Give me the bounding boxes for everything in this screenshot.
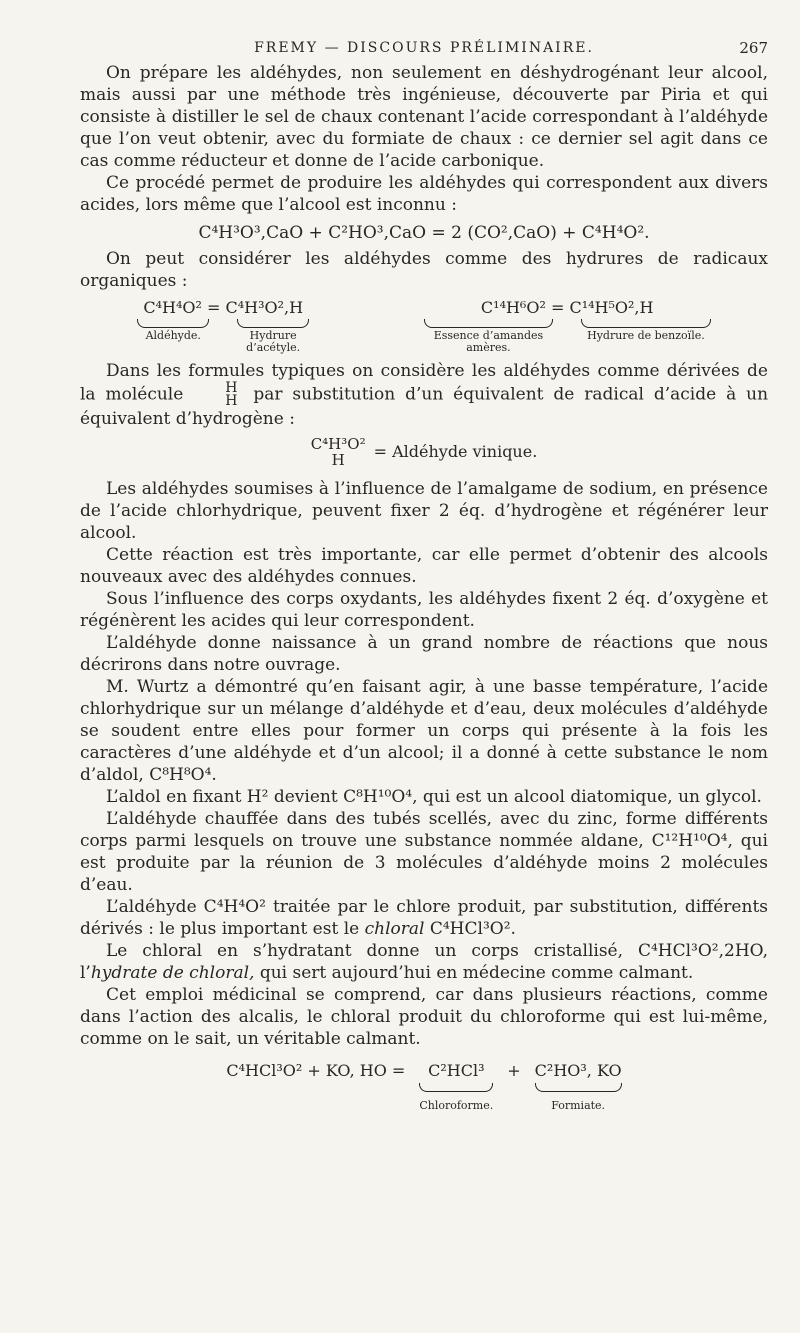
chloral-equation	[80, 1060, 768, 1115]
brace-label: Formiate.	[551, 1099, 606, 1112]
hydride-formula: C¹⁴H⁶O² = C¹⁴H⁵O²,H	[480, 298, 654, 317]
page-number: 267	[739, 39, 768, 57]
hydride-formula: C⁴H⁴O² = C⁴H³O²,H	[143, 298, 304, 317]
paragraph	[80, 940, 768, 984]
fraction-bottom: H	[225, 393, 238, 409]
paragraph: M. Wurtz a démontré qu’en faisant agir, à une basse température, l’acide chlorhydrique sur un mélange d’aldéhyde et d’eau, deux molécules d’aldéhyde se soudent entre elles pour former un corps qui présente à la fois les caractères d’une aldéhyde et d’un alcool; il a donné à cette substance le nom d’aldol, C⁸H⁸O⁴.	[80, 677, 768, 785]
paragraph: Cette réaction est très importante, car elle permet d’obtenir des alcools nouveaux avec des aldéhydes connues.	[80, 545, 768, 587]
equation-term: C²HCl³	[428, 1061, 485, 1080]
formula-top: C⁴H³O²	[310, 435, 366, 453]
brace-label: Hydrure de benzoïle.	[587, 329, 705, 342]
equation-piria: C⁴H³O³,CaO + C²HO³,CaO = 2 (CO²,CaO) + C⁴H⁴O².	[198, 223, 650, 243]
brace-label: Chloroforme.	[419, 1099, 494, 1112]
text-span: C⁴HCl³O².	[429, 919, 516, 939]
paragraph: Sous l’influence des corps oxydants, les aldéhydes fixent 2 éq. d’oxygène et régénèrent les acides qui leur correspondent.	[80, 589, 768, 631]
formula-bottom: H	[331, 451, 345, 469]
molecule-fraction	[199, 382, 237, 408]
equation-plus: +	[507, 1061, 521, 1080]
brace-label: Essence d’amandes amères.	[433, 329, 544, 354]
hydride-benzoyl	[420, 298, 715, 354]
paragraph: L’aldéhyde chauffée dans des tubés scellés, avec du zinc, forme différents corps parmi lesquels on trouve une substance nommée aldane, C¹²H¹⁰O⁴, qui est produite par la réunion de 3 molécules d’aldéhyde moins 2 molécules d’eau.	[80, 809, 768, 895]
equation-term: C²HO³, KO	[534, 1061, 622, 1080]
text-span: par substitution d’un équivalent de radical d’acide à un équivalent d’hydrogène :	[80, 384, 769, 429]
paragraph: On prépare les aldéhydes, non seulement en déshydrogénant leur alcool, mais aussi par une méthode très ingénieuse, découverte par Piria et qui consiste à distiller le sel de chaux contenant l’acide correspondant à l’aldéhyde que l’on veut obtenir, avec du formiate de chaux : ce dernier sel agit dans ce cas comme réducteur et donne de l’acide carbonique.	[80, 63, 768, 171]
paragraph	[80, 360, 768, 430]
page-body	[80, 62, 768, 1115]
running-head: FREMY — DISCOURS PRÉLIMINAIRE.	[254, 40, 594, 56]
text-span: Dans les formules typiques on considère les aldéhydes comme dérivées de la molécule	[80, 361, 768, 405]
italic-term: chloral	[364, 919, 425, 939]
paragraph: L’aldol en fixant H² devient C⁸H¹⁰O⁴, qui est un alcool diatomique, un glycol.	[106, 787, 762, 807]
fraction-top: H	[225, 380, 238, 396]
equation-lhs: C⁴HCl³O² + KO, HO =	[226, 1061, 406, 1080]
paragraph: On peut considérer les aldéhydes comme des hydrures de radicaux organiques :	[80, 249, 768, 291]
italic-term: hydrate de chloral,	[90, 963, 255, 983]
hydride-aldehyde	[133, 298, 313, 354]
paragraph: Cet emploi médicinal se comprend, car dans plusieurs réactions, comme dans l’action des alcalis, le chloral produit du chloroforme qui est lui-même, comme on le sait, un véritable calmant.	[80, 985, 768, 1049]
paragraph: Les aldéhydes soumises à l’influence de l’amalgame de sodium, en présence de l’acide chlorhydrique, peuvent fixer 2 éq. d’hydrogène et régénérer leur alcool.	[80, 479, 768, 543]
text-span: qui sert aujourd’hui en médecine comme calmant.	[259, 963, 694, 983]
hydride-formulas	[80, 298, 768, 354]
vinic-formula	[80, 436, 768, 468]
paragraph	[80, 896, 768, 940]
paragraph: Ce procédé permet de produire les aldéhydes qui correspondent aux divers acides, lors même que l’alcool est inconnu :	[80, 173, 768, 215]
brace-label: Aldéhyde.	[145, 329, 201, 342]
page-header	[80, 38, 768, 60]
formula-rhs: = Aldéhyde vinique.	[373, 442, 538, 461]
text-span: L’aldéhyde C⁴H⁴O² traitée par le chlore produit, par substitution, différents dérivés : le plus important est le	[80, 897, 768, 939]
paragraph: L’aldéhyde donne naissance à un grand nombre de réactions que nous décrirons dans notre ouvrage.	[80, 633, 768, 675]
brace-label: Hydrure d’acétyle.	[246, 329, 301, 354]
text-span: Le chloral en s’hydratant donne un corps cristallisé, C⁴HCl³O²,2HO, l’	[80, 941, 768, 983]
